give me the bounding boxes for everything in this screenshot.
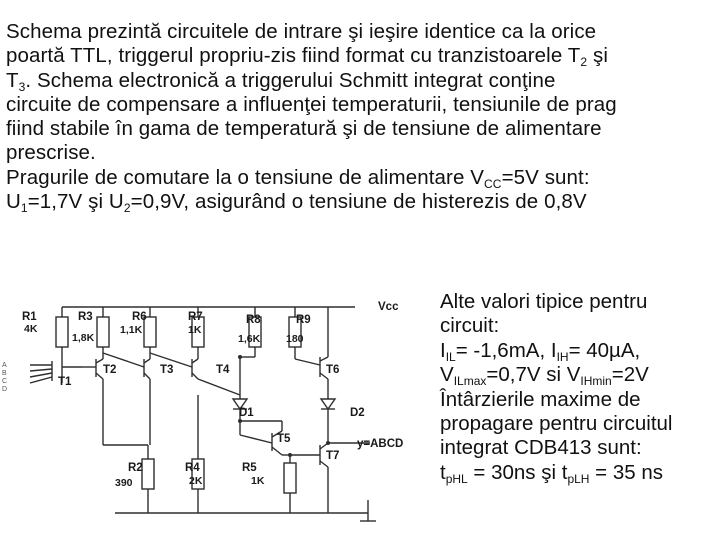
r9-value: 180 (286, 333, 304, 345)
r2-label: R2 (128, 462, 143, 474)
t1-label: T1 (58, 376, 72, 388)
r2-value: 390 (115, 477, 133, 489)
t4-label: T4 (216, 364, 230, 376)
typical-values-panel (440, 290, 718, 485)
resistor-r1 (56, 317, 68, 347)
input-c: C (2, 378, 8, 385)
r5-label: R5 (242, 462, 257, 474)
r6-label: R6 (132, 311, 147, 323)
intro-line-1: Schema prezintă circuitele de intrare şi ieşire identice ca la orice (6, 20, 597, 43)
d1-label: D1 (239, 407, 254, 419)
intro-line-5: fiind stabile în gama de temperatură şi de tensiune de alimentare (6, 117, 602, 141)
input-a: A (2, 362, 7, 369)
side-line-8: $t_{pHL} = 30ns$ şi $t_{pLH} = 35$ ns (440, 460, 663, 486)
r5-value: 1K (251, 475, 265, 487)
t6-label: T6 (326, 364, 340, 376)
intro-line-6: prescrise. (6, 141, 96, 165)
resistor-r5 (284, 463, 296, 493)
resistor-r3 (97, 317, 109, 347)
d2-label: D2 (350, 407, 365, 419)
side-line-3: $I_{IL}= -1,6mA$, $I_{IH}= 40\mu A$, (440, 338, 641, 364)
intro-line-3: $T_3$. Schema electronică a triggerului Schmitt integrat conţine (6, 68, 556, 94)
t2-label: T2 (103, 364, 117, 376)
r9-label: R9 (296, 314, 311, 326)
r8-value: 1,6K (238, 333, 261, 345)
r4-label: R4 (185, 462, 200, 474)
resistor-r2 (142, 459, 154, 489)
r1-value: 4K (24, 323, 38, 335)
side-line-7: integrat CDB413 sunt: (440, 436, 642, 460)
r7-label: R7 (188, 311, 203, 323)
description-paragraph (6, 20, 718, 214)
intro-line-8: $U_1=1,7V$ şi $U_2=0,9V$, asigurând o tensiune de histerezis de 0,8V (6, 190, 587, 216)
side-line-6: propagare pentru circuitul (440, 412, 673, 436)
side-line-4: $V_{ILmax}=0,7V$ si $V_{IHmin}=2V$ (440, 363, 649, 389)
r6-value: 1,1K (120, 324, 143, 336)
intro-line-7: Pragurile de comutare la o tensiune de alimentare $V_{CC}=5V$ sunt: (6, 165, 590, 191)
output-label: y=ABCD (357, 438, 404, 450)
input-b: B (2, 370, 7, 377)
t3-label: T3 (160, 364, 174, 376)
r1-label: R1 (22, 311, 37, 323)
t5-label: T5 (277, 433, 291, 445)
t7-label: T7 (326, 450, 340, 462)
r7-value: 1K (188, 324, 202, 336)
input-d: D (2, 386, 8, 393)
intro-line-4: circuite de compensare a influenţei temperaturii, tensiunile de prag (6, 92, 617, 116)
diode-d2 (321, 399, 335, 409)
r4-value: 2K (189, 475, 203, 487)
side-line-1: Alte valori tipice pentru (440, 290, 648, 313)
r3-label: R3 (78, 311, 93, 323)
intro-line-2: poartă TTL, triggerul propriu-zis fiind format cu tranzistoarele $T_2$ şi (6, 44, 608, 70)
r3-value: 1,8K (72, 332, 95, 344)
vcc-label: Vcc (378, 301, 399, 313)
side-line-5: Întârzierile maxime de (440, 387, 641, 411)
schmitt-trigger-schematic (0, 295, 440, 540)
r8-label: R8 (246, 314, 261, 326)
side-line-2: circuit: (440, 314, 500, 338)
